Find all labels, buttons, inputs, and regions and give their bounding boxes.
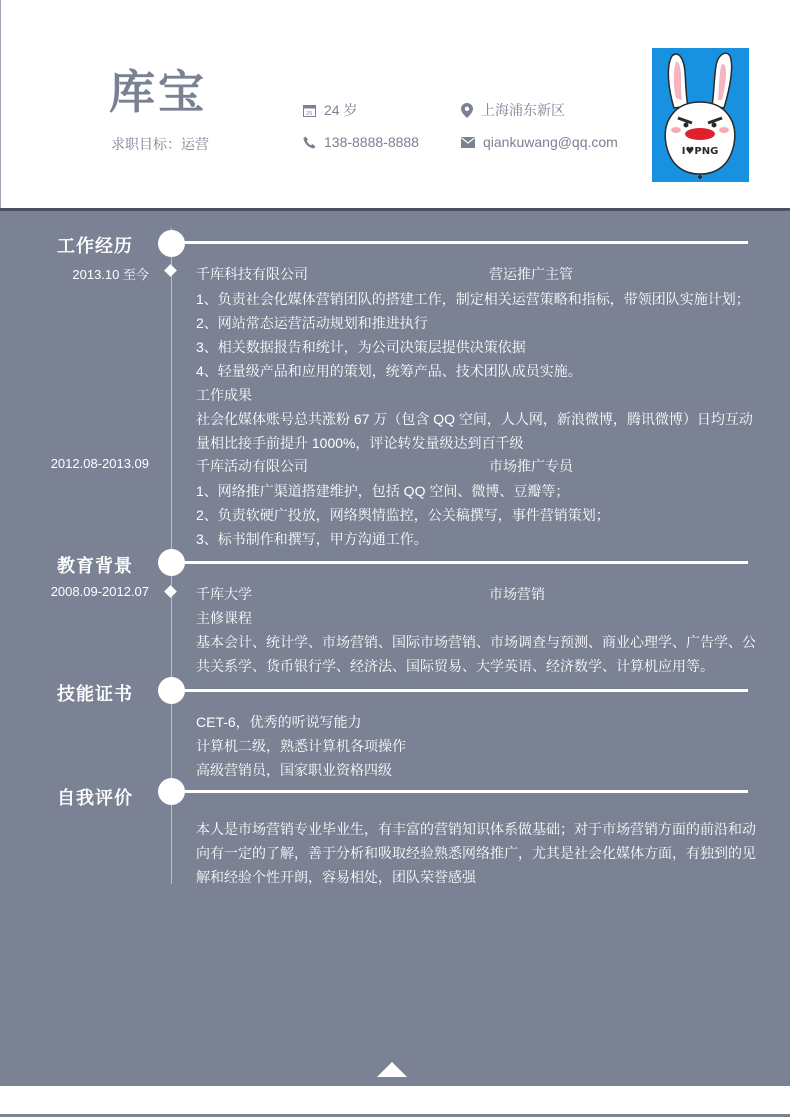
job1-line: 工作成果 (196, 387, 252, 403)
calendar-icon (303, 104, 316, 117)
self-line: 解和经验个性开朗，容易相处，团队荣誉感强 (196, 869, 476, 885)
job1-company: 千库科技有限公司 (196, 266, 308, 282)
skills-section-rule (178, 689, 748, 692)
education-line: 基本会计、统计学、市场营销、国际市场营销、市场调查与预测、商业心理学、广告学、公 (196, 634, 756, 650)
phone-icon (303, 136, 316, 149)
bottom-strip (0, 1086, 790, 1117)
photo-slogan: I♥PNG (681, 146, 719, 157)
candidate-name: 库宝 (109, 66, 207, 118)
education-date: 2008.09-2012.07 (50, 584, 149, 599)
job1-line: 量相比接手前提升 1000%，评论转发量级达到百千级 (196, 435, 524, 451)
job1-line: 1、负责社会化媒体营销团队的搭建工作，制定相关运营策略和指标，带领团队实施计划； (196, 291, 750, 307)
age-info (303, 100, 357, 120)
location-pin-icon (461, 103, 473, 118)
education-section-title: 教育背景 (57, 556, 133, 576)
work-section-rule (178, 241, 748, 244)
self-line: 本人是市场营销专业毕业生，有丰富的营销知识体系做基础；对于市场营销方面的前沿和动 (196, 821, 756, 837)
job1-line: 3、相关数据报告和统计，为公司决策层提供决策依据 (196, 339, 526, 355)
age-text: 24 岁 (324, 102, 358, 118)
location-info (461, 100, 565, 120)
skills-section-title: 技能证书 (57, 684, 133, 704)
email-text: qiankuwang@qq.com (483, 134, 618, 150)
skill-item: CET-6，优秀的听说写能力 (196, 714, 362, 730)
bunny-mascot-icon (652, 48, 749, 182)
job2-date: 2012.08-2013.09 (50, 456, 149, 471)
self-section-title: 自我评价 (57, 788, 133, 808)
phone-text: 138-8888-8888 (324, 134, 419, 150)
resume-header (0, 0, 790, 208)
job1-role: 营运推广主管 (489, 266, 573, 282)
education-line: 主修课程 (196, 610, 252, 626)
svg-text:25: 25 (306, 110, 313, 117)
skill-item: 计算机二级，熟悉计算机各项操作 (196, 738, 406, 754)
envelope-icon (461, 137, 475, 148)
profile-photo (652, 48, 749, 182)
email-info (461, 134, 618, 150)
school-name: 千库大学 (196, 586, 252, 602)
job1-line: 4、轻量级产品和应用的策划，统筹产品、技术团队成员实施。 (196, 363, 582, 379)
major-name: 市场营销 (489, 586, 545, 602)
job2-role: 市场推广专员 (489, 458, 573, 474)
self-section-rule (178, 790, 748, 793)
job2-line: 2、负责软硬广投放，网络舆情监控，公关稿撰写，事件营销策划； (196, 507, 610, 523)
self-line: 向有一定的了解，善于分析和吸取经验熟悉网络推广，尤其是社会化媒体方面，有独到的见 (196, 845, 756, 861)
job-objective: 求职目标：运营 (111, 136, 209, 152)
scroll-up-icon[interactable] (377, 1062, 407, 1077)
education-line: 共关系学、货币银行学、经济法、国际贸易、大学英语、经济数学、计算机应用等。 (196, 658, 714, 674)
skill-item: 高级营销员，国家职业资格四级 (196, 762, 392, 778)
job1-line: 社会化媒体账号总共涨粉 67 万（包含 QQ 空间，人人网，新浪微博，腾讯微博）日均互动 (196, 411, 753, 427)
work-section-title: 工作经历 (57, 236, 133, 256)
job2-line: 3、标书制作和撰写，甲方沟通工作。 (196, 531, 428, 547)
job2-line: 1、网络推广渠道搭建维护，包括 QQ 空间、微博、豆瓣等； (196, 483, 570, 499)
location-text: 上海浦东新区 (481, 102, 565, 118)
education-section-rule (178, 561, 748, 564)
job2-company: 千库活动有限公司 (196, 458, 308, 474)
job1-line: 2、网站常态运营活动规划和推进执行 (196, 315, 428, 331)
phone-info (303, 134, 419, 150)
job1-date: 2013.10 至今 (72, 267, 149, 282)
